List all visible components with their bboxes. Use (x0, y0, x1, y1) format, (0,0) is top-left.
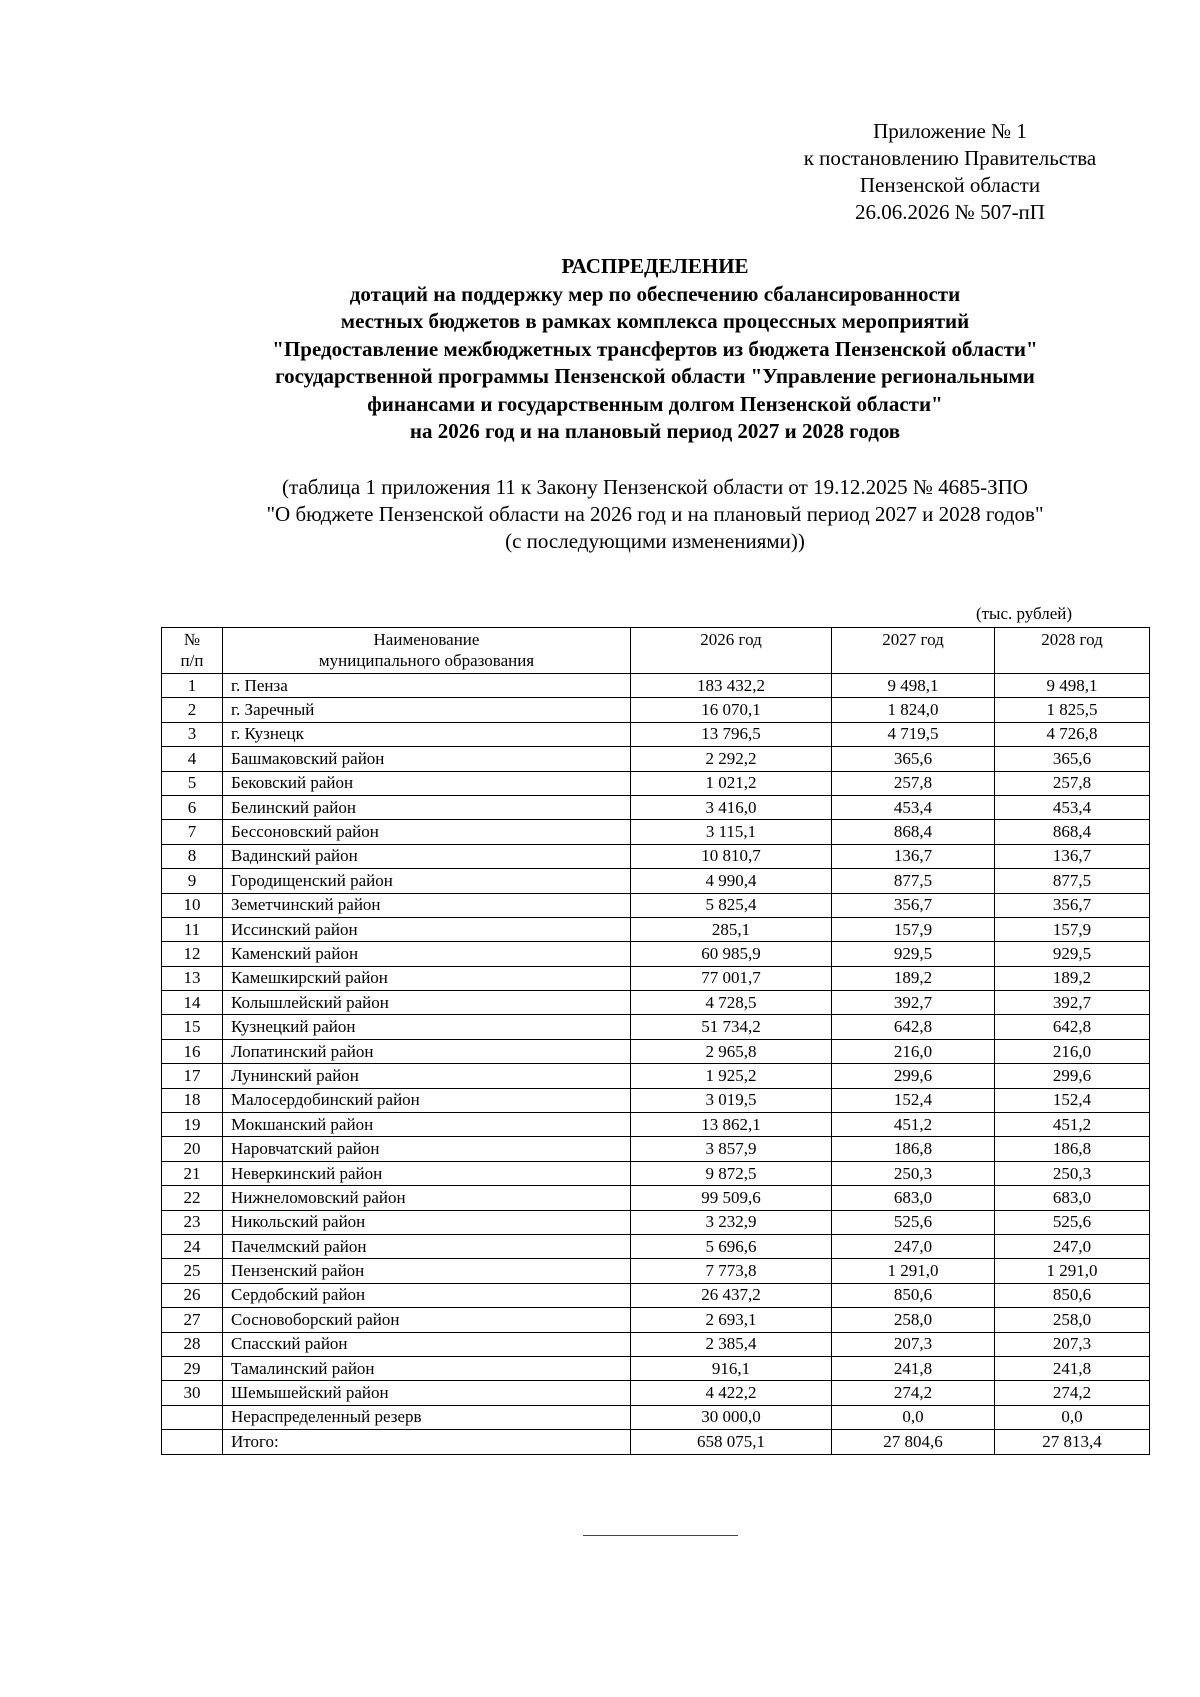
header-name: Наименование муниципального образования (223, 628, 631, 674)
value-2026: 13 796,5 (631, 722, 832, 746)
appendix-line: Пензенской области (859, 173, 1041, 197)
municipality-name: г. Кузнецк (223, 722, 631, 746)
value-2027: 152,4 (832, 1088, 995, 1112)
table-row (162, 1064, 1150, 1088)
value-2027: 868,4 (832, 820, 995, 844)
value-2026: 4 990,4 (631, 869, 832, 893)
table-row (162, 1381, 1150, 1405)
row-number: 19 (162, 1113, 223, 1137)
row-number: 1 (162, 674, 223, 698)
row-number: 11 (162, 917, 223, 941)
value-2028: 365,6 (995, 747, 1150, 771)
value-2027: 850,6 (832, 1283, 995, 1307)
table-body (162, 674, 1150, 1455)
row-number: 10 (162, 893, 223, 917)
row-number: 23 (162, 1210, 223, 1234)
title-line: местных бюджетов в рамках комплекса процессных мероприятий (340, 309, 970, 333)
table-row (162, 771, 1150, 795)
value-2027: 189,2 (832, 966, 995, 990)
value-2026: 10 810,7 (631, 844, 832, 868)
value-2028: 356,7 (995, 893, 1150, 917)
value-2027: 216,0 (832, 1039, 995, 1063)
appendix-line: к постановлению Правительства (803, 146, 1097, 170)
value-2028: 216,0 (995, 1039, 1150, 1063)
row-number: 26 (162, 1283, 223, 1307)
table-row (162, 722, 1150, 746)
table-row (162, 1283, 1150, 1307)
value-2028: 157,9 (995, 917, 1150, 941)
value-2027: 0,0 (832, 1405, 995, 1429)
value-2026: 99 509,6 (631, 1186, 832, 1210)
value-2028: 0,0 (995, 1405, 1150, 1429)
row-number: 13 (162, 966, 223, 990)
value-2028: 868,4 (995, 820, 1150, 844)
row-number: 4 (162, 747, 223, 771)
value-2027: 1 291,0 (832, 1259, 995, 1283)
municipality-name: Нераспределенный резерв (223, 1405, 631, 1429)
municipality-name: Спасский район (223, 1332, 631, 1356)
value-2026: 26 437,2 (631, 1283, 832, 1307)
table-row (162, 1308, 1150, 1332)
value-2028: 850,6 (995, 1283, 1150, 1307)
table-row (162, 1015, 1150, 1039)
table-row (162, 966, 1150, 990)
municipality-name: Лунинский район (223, 1064, 631, 1088)
row-number: 21 (162, 1161, 223, 1185)
value-2027: 451,2 (832, 1113, 995, 1137)
value-2026: 3 232,9 (631, 1210, 832, 1234)
value-2026: 60 985,9 (631, 942, 832, 966)
row-number: 15 (162, 1015, 223, 1039)
value-2026: 916,1 (631, 1356, 832, 1380)
table-row (162, 1137, 1150, 1161)
value-2026: 3 019,5 (631, 1088, 832, 1112)
row-number: 3 (162, 722, 223, 746)
municipality-name: Мокшанский район (223, 1113, 631, 1137)
header-2026: 2026 год (631, 628, 832, 674)
value-2026: 13 862,1 (631, 1113, 832, 1137)
header-number: № п/п (162, 628, 223, 674)
title-line: "Предоставление межбюджетных трансфертов из бюджета Пензенской области" (272, 336, 1038, 361)
row-number: 22 (162, 1186, 223, 1210)
value-2028: 392,7 (995, 991, 1150, 1015)
value-2026: 3 416,0 (631, 795, 832, 819)
value-2028: 258,0 (995, 1308, 1150, 1332)
value-2026: 77 001,7 (631, 966, 832, 990)
row-number: 14 (162, 991, 223, 1015)
municipality-name: Неверкинский район (223, 1161, 631, 1185)
value-2028: 4 726,8 (995, 722, 1150, 746)
municipality-name: Каменский район (223, 942, 631, 966)
table-row (162, 869, 1150, 893)
value-2026: 4 422,2 (631, 1381, 832, 1405)
value-2028: 27 813,4 (995, 1430, 1150, 1454)
municipality-name: Городищенский район (223, 869, 631, 893)
value-2026: 1 925,2 (631, 1064, 832, 1088)
municipality-name: г. Пенза (223, 674, 631, 698)
value-2028: 257,8 (995, 771, 1150, 795)
municipality-name: Никольский район (223, 1210, 631, 1234)
table-row (162, 1234, 1150, 1258)
value-2027: 642,8 (832, 1015, 995, 1039)
value-2026: 16 070,1 (631, 698, 832, 722)
value-2028: 250,3 (995, 1161, 1150, 1185)
table-row (162, 942, 1150, 966)
value-2028: 929,5 (995, 942, 1150, 966)
value-2028: 274,2 (995, 1381, 1150, 1405)
table-row (162, 1088, 1150, 1112)
value-2027: 258,0 (832, 1308, 995, 1332)
row-number: 18 (162, 1088, 223, 1112)
municipality-name: г. Заречный (223, 698, 631, 722)
row-number: 6 (162, 795, 223, 819)
value-2027: 250,3 (832, 1161, 995, 1185)
value-2027: 241,8 (832, 1356, 995, 1380)
row-number: 5 (162, 771, 223, 795)
municipality-name: Пачелмский район (223, 1234, 631, 1258)
title-line: государственной программы Пензенской области "Управление региональными (275, 364, 1035, 388)
municipality-name: Нижнеломовский район (223, 1186, 631, 1210)
row-number: 28 (162, 1332, 223, 1356)
value-2027: 4 719,5 (832, 722, 995, 746)
value-2027: 683,0 (832, 1186, 995, 1210)
table-row (162, 844, 1150, 868)
table-row (162, 674, 1150, 698)
value-2026: 3 857,9 (631, 1137, 832, 1161)
row-number: 9 (162, 869, 223, 893)
value-2028: 1 825,5 (995, 698, 1150, 722)
value-2028: 642,8 (995, 1015, 1150, 1039)
table-row (162, 1405, 1150, 1429)
row-number (162, 1430, 223, 1454)
table-row (162, 893, 1150, 917)
value-2026: 2 292,2 (631, 747, 832, 771)
value-2026: 7 773,8 (631, 1259, 832, 1283)
value-2028: 247,0 (995, 1234, 1150, 1258)
value-2026: 2 693,1 (631, 1308, 832, 1332)
title-line: РАСПРЕДЕЛЕНИЕ (561, 254, 749, 278)
municipality-name: Сердобский район (223, 1283, 631, 1307)
value-2026: 30 000,0 (631, 1405, 832, 1429)
subtitle-line: (с последующими изменениями)) (505, 529, 805, 553)
table-row (162, 820, 1150, 844)
value-2027: 9 498,1 (832, 674, 995, 698)
value-2027: 207,3 (832, 1332, 995, 1356)
title-line: дотаций на поддержку мер по обеспечению сбалансированности (349, 281, 961, 306)
value-2027: 136,7 (832, 844, 995, 868)
row-number: 16 (162, 1039, 223, 1063)
municipality-name: Иссинский район (223, 917, 631, 941)
row-number: 17 (162, 1064, 223, 1088)
value-2028: 299,6 (995, 1064, 1150, 1088)
table-row (162, 1259, 1150, 1283)
table-header-row (162, 628, 1150, 674)
row-number: 2 (162, 698, 223, 722)
value-2026: 51 734,2 (631, 1015, 832, 1039)
value-2026: 2 965,8 (631, 1039, 832, 1063)
row-number: 7 (162, 820, 223, 844)
row-number: 30 (162, 1381, 223, 1405)
municipality-name: Малосердобинский район (223, 1088, 631, 1112)
table-row (162, 1186, 1150, 1210)
distribution-table (161, 627, 1150, 1455)
row-number: 8 (162, 844, 223, 868)
municipality-name: Тамалинский район (223, 1356, 631, 1380)
municipality-name: Белинский район (223, 795, 631, 819)
row-number (162, 1405, 223, 1429)
table-row (162, 698, 1150, 722)
subtitle-line: "О бюджете Пензенской области на 2026 год и на плановый период 2027 и 2028 годов" (266, 502, 1044, 526)
table-row (162, 991, 1150, 1015)
municipality-name: Бековский район (223, 771, 631, 795)
value-2026: 5 696,6 (631, 1234, 832, 1258)
municipality-name: Наровчатский район (223, 1137, 631, 1161)
subtitle-line: (таблица 1 приложения 11 к Закону Пензенской области от 19.12.2025 № 4685-ЗПО (282, 475, 1028, 499)
row-number: 29 (162, 1356, 223, 1380)
table-row (162, 1356, 1150, 1380)
table-row (162, 917, 1150, 941)
document-subtitle (100, 474, 1200, 555)
value-2026: 4 728,5 (631, 991, 832, 1015)
value-2028: 241,8 (995, 1356, 1150, 1380)
municipality-name: Вадинский район (223, 844, 631, 868)
table-row (162, 1039, 1150, 1063)
value-2027: 299,6 (832, 1064, 995, 1088)
value-2027: 257,8 (832, 771, 995, 795)
value-2028: 877,5 (995, 869, 1150, 893)
municipality-name: Итого: (223, 1430, 631, 1454)
units-label: (тыс. рублей) (975, 604, 1073, 623)
table-row (162, 1161, 1150, 1185)
value-2027: 365,6 (832, 747, 995, 771)
table-row (162, 1332, 1150, 1356)
value-2028: 189,2 (995, 966, 1150, 990)
table-row (162, 1210, 1150, 1234)
value-2027: 157,9 (832, 917, 995, 941)
value-2026: 3 115,1 (631, 820, 832, 844)
value-2028: 683,0 (995, 1186, 1150, 1210)
municipality-name: Пензенский район (223, 1259, 631, 1283)
value-2028: 186,8 (995, 1137, 1150, 1161)
value-2027: 1 824,0 (832, 698, 995, 722)
value-2027: 877,5 (832, 869, 995, 893)
value-2026: 5 825,4 (631, 893, 832, 917)
value-2028: 525,6 (995, 1210, 1150, 1234)
value-2028: 9 498,1 (995, 674, 1150, 698)
municipality-name: Бессоновский район (223, 820, 631, 844)
value-2027: 27 804,6 (832, 1430, 995, 1454)
municipality-name: Шемышейский район (223, 1381, 631, 1405)
value-2026: 285,1 (631, 917, 832, 941)
table-row (162, 795, 1150, 819)
value-2026: 2 385,4 (631, 1332, 832, 1356)
municipality-name: Сосновоборский район (223, 1308, 631, 1332)
row-number: 25 (162, 1259, 223, 1283)
appendix-line: 26.06.2026 № 507-пП (855, 200, 1045, 224)
value-2028: 1 291,0 (995, 1259, 1150, 1283)
municipality-name: Башмаковский район (223, 747, 631, 771)
row-number: 12 (162, 942, 223, 966)
value-2028: 453,4 (995, 795, 1150, 819)
value-2028: 207,3 (995, 1332, 1150, 1356)
row-number: 27 (162, 1308, 223, 1332)
value-2027: 929,5 (832, 942, 995, 966)
table-row (162, 1113, 1150, 1137)
value-2026: 183 432,2 (631, 674, 832, 698)
header-2027: 2027 год (832, 628, 995, 674)
value-2028: 136,7 (995, 844, 1150, 868)
table-row (162, 1430, 1150, 1454)
municipality-name: Камешкирский район (223, 966, 631, 990)
value-2027: 356,7 (832, 893, 995, 917)
row-number: 20 (162, 1137, 223, 1161)
value-2026: 1 021,2 (631, 771, 832, 795)
table-row (162, 747, 1150, 771)
appendix-line: Приложение № 1 (873, 119, 1027, 143)
document-title (100, 253, 1200, 446)
title-line: на 2026 год и на плановый период 2027 и 2028 годов (409, 419, 901, 443)
value-2027: 186,8 (832, 1137, 995, 1161)
municipality-name: Колышлейский район (223, 991, 631, 1015)
value-2027: 247,0 (832, 1234, 995, 1258)
municipality-name: Земетчинский район (223, 893, 631, 917)
municipality-name: Кузнецкий район (223, 1015, 631, 1039)
value-2028: 152,4 (995, 1088, 1150, 1112)
value-2027: 453,4 (832, 795, 995, 819)
value-2026: 658 075,1 (631, 1430, 832, 1454)
municipality-name: Лопатинский район (223, 1039, 631, 1063)
title-line: финансами и государственным долгом Пензенской области" (367, 391, 943, 416)
value-2028: 451,2 (995, 1113, 1150, 1137)
value-2026: 9 872,5 (631, 1161, 832, 1185)
value-2027: 525,6 (832, 1210, 995, 1234)
header-2028: 2028 год (995, 628, 1150, 674)
value-2027: 392,7 (832, 991, 995, 1015)
appendix-header (750, 118, 1150, 226)
footer-divider (583, 1535, 738, 1536)
value-2027: 274,2 (832, 1381, 995, 1405)
row-number: 24 (162, 1234, 223, 1258)
